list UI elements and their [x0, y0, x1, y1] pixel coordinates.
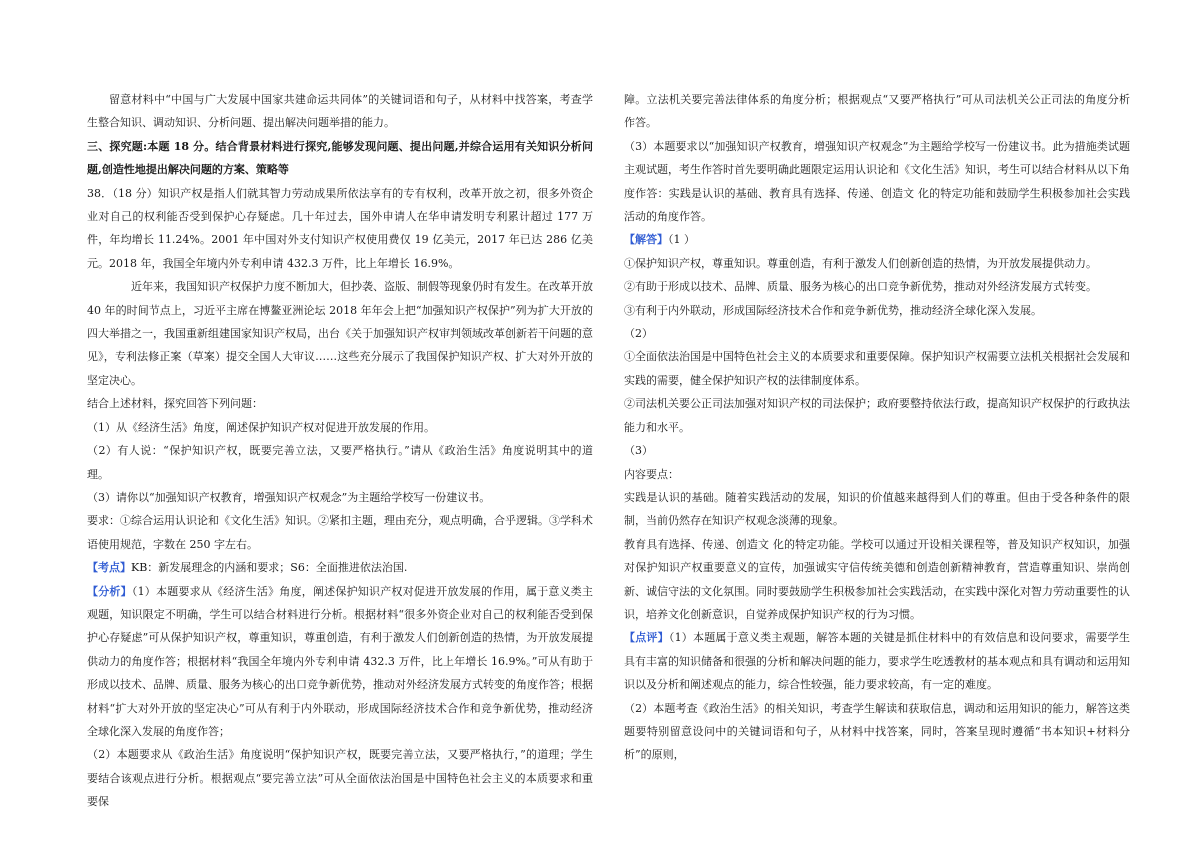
- answer-3-title: 内容要点：: [624, 467, 679, 481]
- dianping-paragraph-2: （2）本题考查《政治生活》的相关知识，考查学生解读和获取信息，调动和运用知识的能力，解答这类题要特别留意设问中的关键词语和句子，从材料中找答案，同时，答案呈现时遵循“书本知识+材料分析”的原则，: [624, 701, 1130, 762]
- sub-question-3: （3）请你以“加强知识产权教育，增强知识产权观念”为主题给学校写一份建议书。: [87, 490, 491, 504]
- fenxi-text: （1）本题要求从《经济生活》角度，阐述保护知识产权对促进开放发展的作用，属于意义类主观题，知识限定不明确，学生可以结合材料进行分析。根据材料“很多外资企业对自己的权利能否受到保护心存疑虑”可从保护知识产权，尊重知识，尊重创造，有利于激发人们创新创造的热情，为开放发展提供动力的角度作答；根据材料“我国全年境内外专利申请 432.3 万件，比上年增长 16.9%。”可从有助于形成以技术、品牌、质量、服务为核心的出口竞争新优势，推动对外经济发展方式转变的角度作答；根据材料“扩大对外开放的坚定决心”可从有利于内外联动，形成国际经济技术合作和竞争新优势，推动经济全球化深入发展的角度作答；: [87, 584, 594, 738]
- answer-2-number: （2）: [624, 327, 653, 341]
- answer-2-point-1: ①全面依法治国是中国特色社会主义的本质要求和重要保障。保护知识产权需要立法机关根据社会发展和实践的需要，健全保护知识产权的法律制度体系。: [624, 350, 1130, 387]
- answer-2-point-2: ②司法机关要公正司法加强对知识产权的司法保护；政府要整持依法行政，提高知识产权保护的行政执法能力和水平。: [624, 397, 1130, 434]
- dianping-tag: 【点评】: [624, 631, 669, 645]
- jieda-paragraph: [624, 228, 1130, 251]
- sub-question-2: （2）有人说：“保护知识产权，既要完善立法，又要严格执行。”请从《政治生活》角度说明其中的道理。: [87, 444, 593, 481]
- kaodian-paragraph: [87, 556, 593, 579]
- right-column: [624, 88, 1130, 767]
- requirements: 要求：①综合运用认识论和《文化生活》知识。②紧扣主题，理由充分，观点明确，合乎逻辑。③学科术语使用规范，字数在 250 字左右。: [87, 514, 593, 551]
- kaodian-text: KB：新发展理念的内涵和要求；S6：全面推进依法治国.: [131, 561, 408, 575]
- kaodian-tag: 【考点】: [87, 561, 131, 575]
- jieda-number: （1 ）: [668, 233, 695, 247]
- answer-3-number: （3）: [624, 444, 653, 458]
- fenxi-paragraph-2: （2）本题要求从《政治生活》角度说明“保护知识产权，既要完善立法，又要严格执行，”的道理；学生要结合该观点进行分析。根据观点“要完善立法”可从全面依法治国是中国特色社会主义的本质要求和重要保: [87, 748, 593, 809]
- analysis-tail-paragraph: 留意材料中“中国与广大发展中国家共建命运共同体”的关键词语和句子，从材料中找答案，考查学生整合知识、调动知识、分析问题、提出解决问题举措的能力。: [87, 93, 593, 130]
- left-column: [87, 88, 593, 814]
- section-title: 三、探究题:本题 18 分。结合背景材料进行探究,能够发现问题、提出问题,并综合运用有关知识分析问题,创造性地提出解决问题的方案、策略等: [87, 139, 593, 177]
- jieda-tag: 【解答】: [624, 233, 668, 247]
- answer-3-point-1: 实践是认识的基础。随着实践活动的发展，知识的价值越来越得到人们的尊重。但由于受各种条件的限制，当前仍然存在知识产权观念淡薄的现象。: [624, 490, 1130, 528]
- question-38-paragraph-2: 近年来，我国知识产权保护力度不断加大，但抄袭、盗版、制假等现象仍时有发生。在改革开放 40 年的时间节点上，习近平主席在博鳌亚洲论坛 2018 年年会上把“加强知识产权保护”列为扩大开放的四大举措之一，我国重新组建国家知识产权局，出台《关于加强知识产权审判领域改革创新若干问题的意见》，专利法修正案（草案）提交全国人大审议……这些充分展示了我国保护知识产权、扩大对外开放的坚定决心。: [87, 280, 593, 387]
- question-prompt: 结合上述材料，探究回答下列问题：: [87, 397, 263, 411]
- fenxi-paragraph: [87, 580, 593, 744]
- dianping-paragraph: [624, 626, 1130, 696]
- fenxi-tag: 【分析】: [87, 584, 132, 598]
- answer-1-point-1: ①保护知识产权，尊重知识。尊重创造，有利于激发人们创新创造的热情，为开放发展提供动力。: [624, 256, 1097, 270]
- answer-3-point-2: 教育具有选择、传递、创造文 化的特定功能。学校可以通过开设相关课程等，普及知识产权知识，加强对保护知识产权重要意义的宣传，加强诚实守信传统美德和创造创新精神教育，营造尊重知识、崇尚创新、诚信守法的文化氛围。同时要鼓励学生积极参加社会实践活动，在实践中深化对智力劳动重要性的认识，培养文化创新意识，自觉养成保护知识产权的行为习惯。: [624, 537, 1130, 621]
- analysis-part-3: （3）本题要求以“加强知识产权教育，增强知识产权观念”为主题给学校写一份建议书。此为措施类试题主观试题，考生作答时首先要明确此题限定运用认识论和《文化生活》知识，考生可以结合材料从以下角度作答：实践是认识的基础、教育具有选择、传递、创造文 化的特定功能和鼓励学生积极参加社会实践活动的角度作答。: [624, 139, 1130, 224]
- question-38-paragraph: 38．（18 分）知识产权是指人们就其智力劳动成果所依法享有的专有权利，改革开放之初，很多外资企业对自己的权利能否受到保护心存疑虑。几十年过去，国外申请人在华申请发明专利累计超过 177 万件，年均增长 11.24%。2001 年中国对外支付知识产权使用费仅 19 亿美元，2017 年已达 286 亿美元。2018 年，我国全年境内外专利申请 432.3 万件，比上年增长 16.9%。: [87, 186, 593, 270]
- answer-1-point-2: ②有助于形成以技术、品牌、质量、服务为核心的出口竞争新优势，推动对外经济发展方式转变。: [624, 280, 1097, 294]
- dianping-text: （1）本题属于意义类主观题，解答本题的关键是抓住材料中的有效信息和设问要求，需要学生具有丰富的知识储备和很强的分析和解决问题的能力，要求学生吃透教材的基本观点和具有调动和运用知识以及分析和阐述观点的能力，综合性较强，能力要求较高，有一定的难度。: [624, 631, 1131, 692]
- analysis-continued: 障。立法机关要完善法律体系的角度分析；根据观点“又要严格执行”可从司法机关公正司法的角度分析作答。: [624, 93, 1130, 130]
- sub-question-1: （1）从《经济生活》角度，阐述保护知识产权对促进开放发展的作用。: [87, 420, 435, 434]
- answer-1-point-3: ③有利于内外联动，形成国际经济技术合作和竞争新优势，推动经济全球化深入发展。: [624, 303, 1042, 317]
